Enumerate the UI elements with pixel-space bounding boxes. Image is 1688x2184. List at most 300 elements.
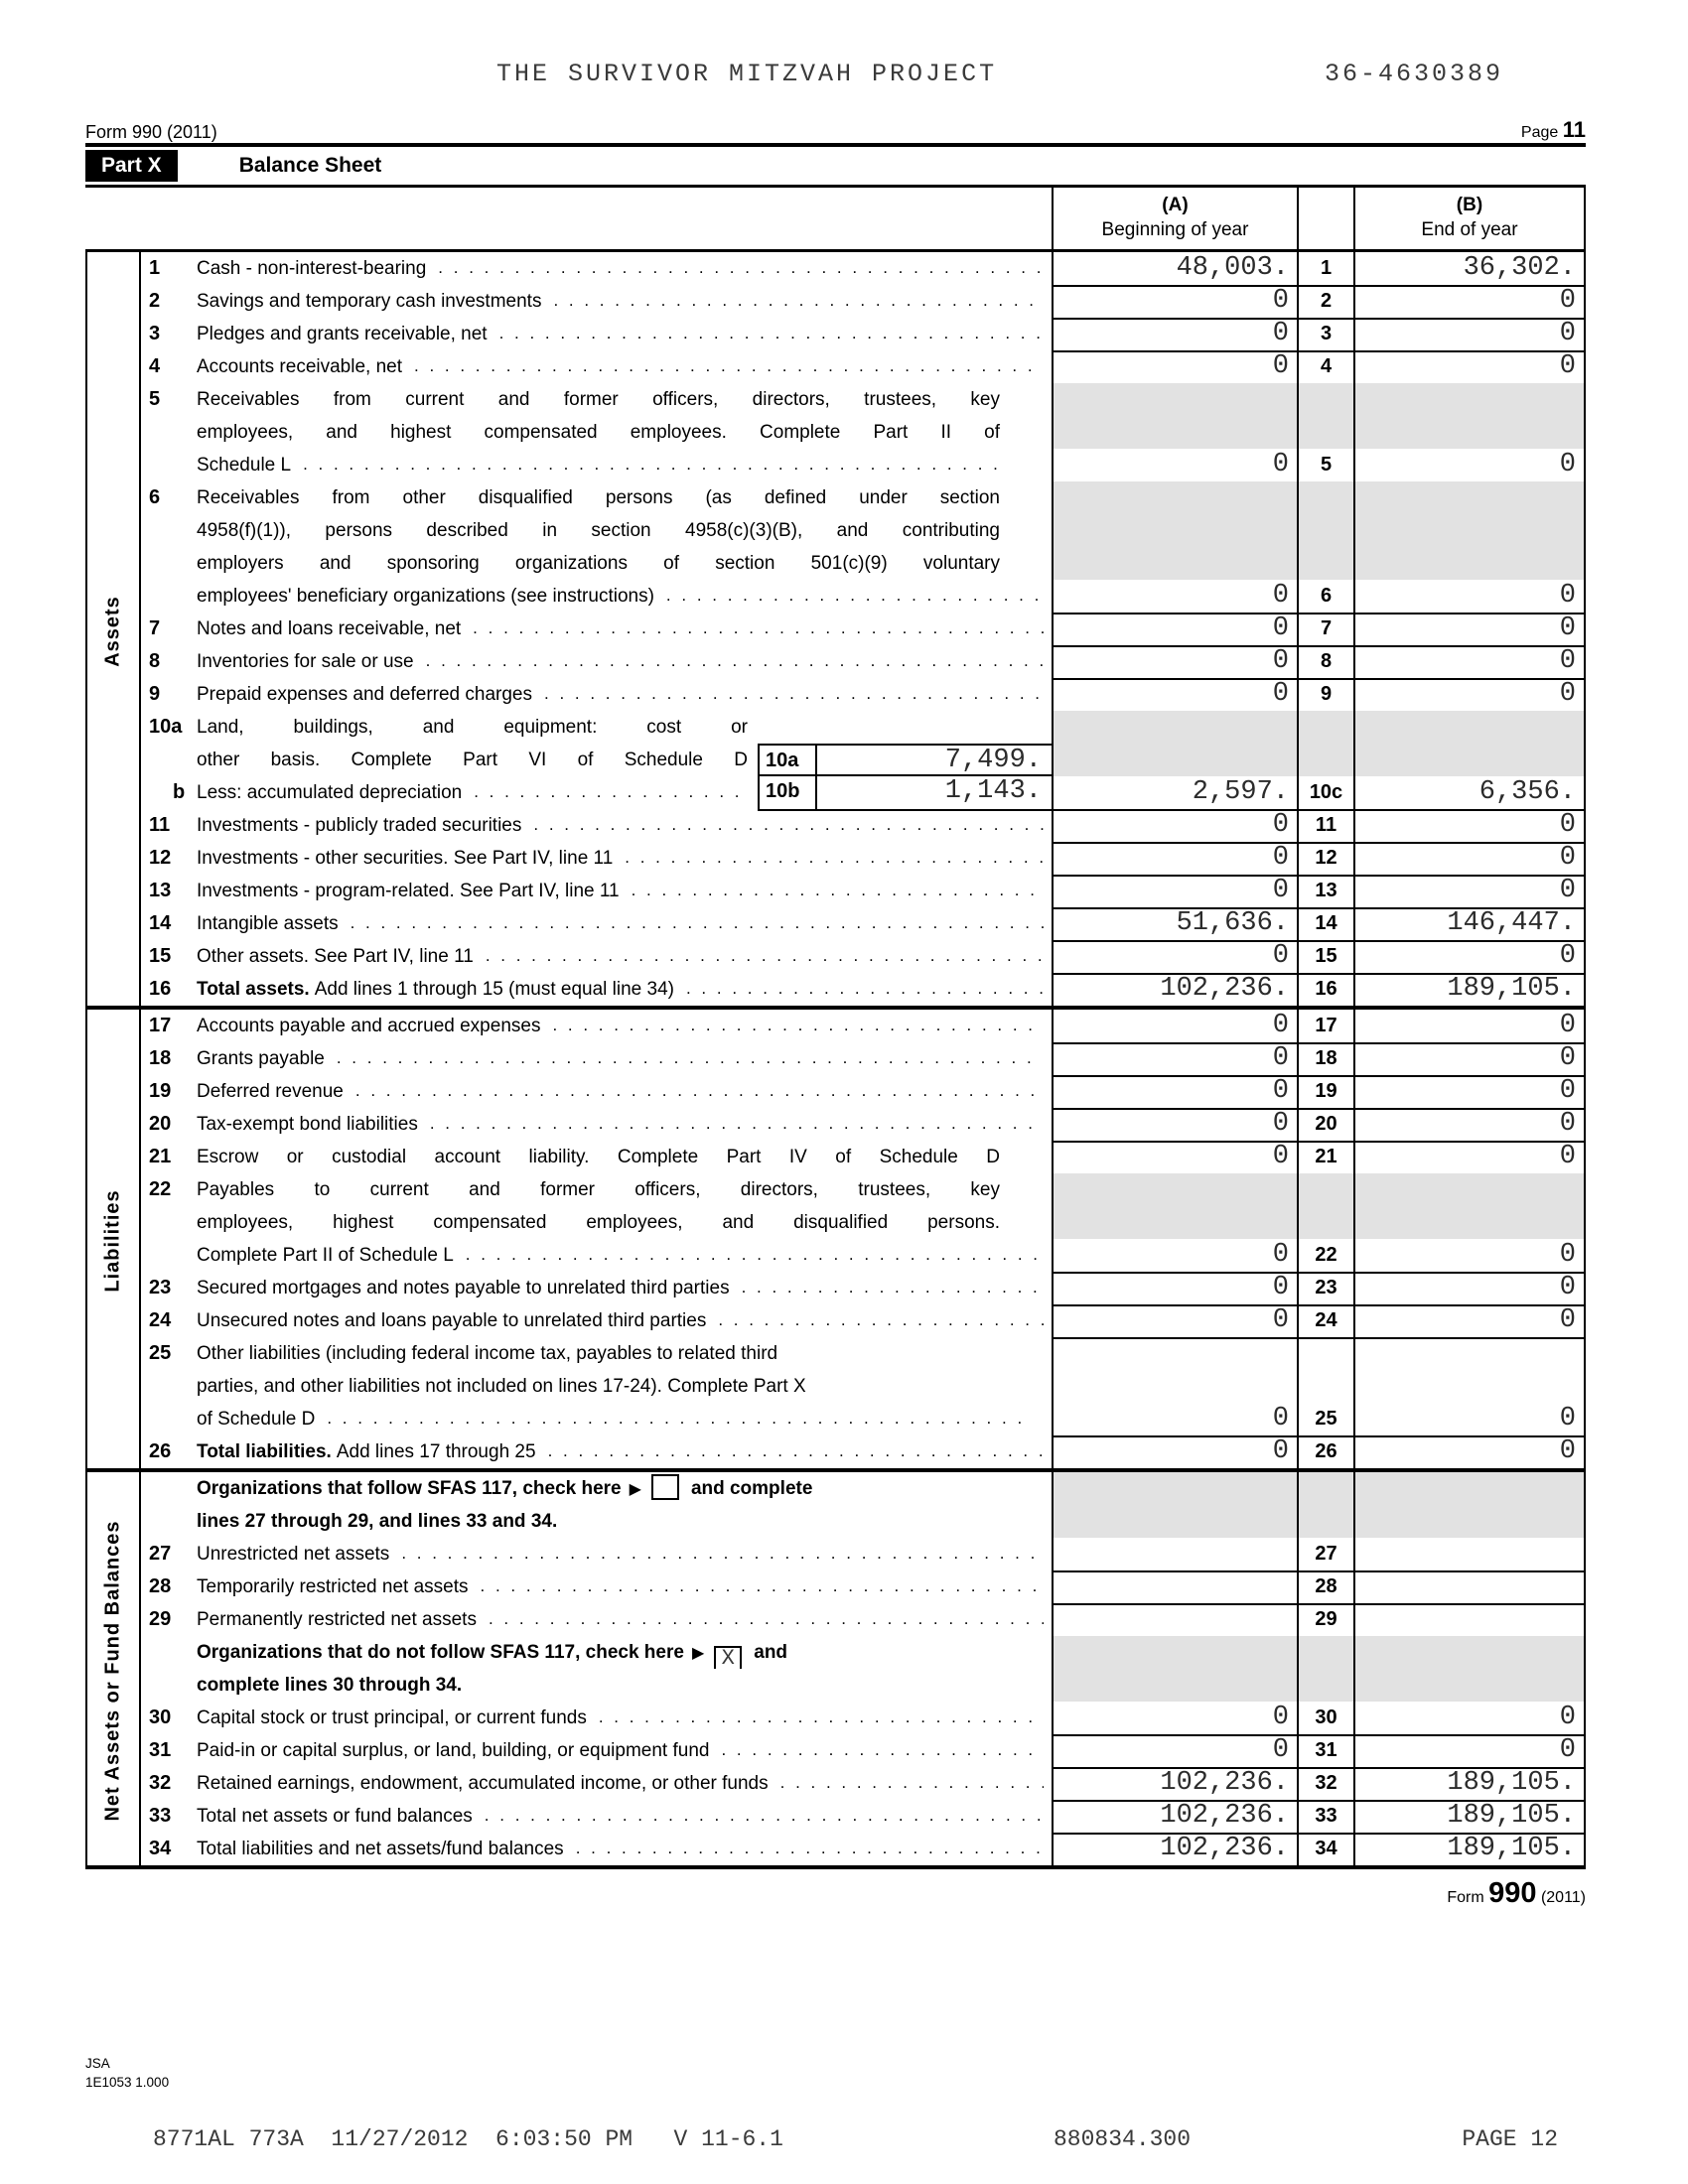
line-description bbox=[189, 1075, 1052, 1110]
value-beginning-of-year: 48,003. bbox=[1052, 252, 1297, 287]
line-text: Investments - publicly traded securities bbox=[197, 815, 522, 836]
line-text: employees' beneficiary organizations (see instructions) bbox=[197, 586, 654, 607]
line-description bbox=[189, 1304, 1052, 1339]
line-description bbox=[189, 1538, 1052, 1572]
dot-leader bbox=[486, 946, 1044, 975]
line-number bbox=[141, 1206, 189, 1239]
section-sidebar-strip bbox=[85, 481, 141, 514]
section-sidebar-strip bbox=[85, 318, 141, 352]
line-number: 20 bbox=[149, 1113, 172, 1135]
line-ref-number bbox=[1297, 1472, 1355, 1505]
footer-form-word: Form bbox=[1447, 1889, 1484, 1906]
dot-leader bbox=[686, 979, 1044, 1006]
line-ref-number bbox=[1297, 481, 1355, 514]
checkbox-instruction-pre: Organizations that do not follow SFAS 117, check here bbox=[197, 1642, 684, 1663]
line-text: Total net assets or fund balances bbox=[197, 1806, 473, 1827]
line-description bbox=[189, 383, 1052, 416]
line-number: 29 bbox=[149, 1608, 172, 1630]
line-text: Payables to current and former officers, directors, trustees, key bbox=[197, 1179, 1000, 1200]
line-ref-number: 13 bbox=[1297, 875, 1355, 909]
form-footer-id bbox=[85, 1877, 1586, 1910]
line-ref-number: 18 bbox=[1297, 1042, 1355, 1077]
line-ref-number: 27 bbox=[1297, 1538, 1355, 1572]
line-number: 6 bbox=[149, 486, 161, 508]
line-description bbox=[189, 1370, 1052, 1403]
table-line-11 bbox=[85, 809, 1586, 842]
section-sidebar-strip bbox=[85, 1304, 141, 1339]
line-number: 3 bbox=[149, 323, 161, 344]
print-dln: 880834.300 bbox=[1054, 2125, 1192, 2152]
line-text: Receivables from current and former officers, directors, trustees, key bbox=[197, 389, 1000, 410]
table-line-22-2 bbox=[85, 1206, 1586, 1239]
line-number bbox=[141, 449, 189, 483]
line-number: 7 bbox=[149, 617, 161, 639]
line-number: b bbox=[173, 781, 186, 803]
value-end-of-year: 0 bbox=[1355, 350, 1586, 385]
value-beginning-of-year bbox=[1052, 1636, 1297, 1669]
part-label: Part X bbox=[85, 150, 178, 182]
line-ref-number: 9 bbox=[1297, 678, 1355, 713]
dot-leader bbox=[544, 684, 1044, 713]
value-beginning-of-year bbox=[1052, 1337, 1297, 1370]
line-description bbox=[189, 1108, 1052, 1143]
line-number bbox=[141, 547, 189, 580]
value-beginning-of-year: 0 bbox=[1052, 1141, 1297, 1175]
line-text: complete lines 30 through 34. bbox=[197, 1675, 463, 1696]
line-description bbox=[189, 1435, 1052, 1468]
sub-entry-label: 10b bbox=[758, 776, 817, 809]
table-line-14 bbox=[85, 907, 1586, 940]
value-end-of-year: 0 bbox=[1355, 1108, 1586, 1143]
line-description bbox=[189, 481, 1052, 514]
line-description bbox=[189, 809, 1052, 844]
section-sidebar-strip bbox=[85, 744, 141, 776]
line-number: 23 bbox=[149, 1277, 172, 1298]
table-line-27 bbox=[85, 1538, 1586, 1570]
line-ref-number bbox=[1297, 1173, 1355, 1206]
table-line-3 bbox=[85, 318, 1586, 350]
line-number: 17 bbox=[149, 1015, 172, 1036]
line-text: Temporarily restricted net assets bbox=[197, 1576, 469, 1597]
value-end-of-year: 0 bbox=[1355, 1435, 1586, 1468]
table-line-24 bbox=[85, 1304, 1586, 1337]
dot-leader bbox=[414, 356, 1044, 385]
dot-leader bbox=[466, 1245, 1044, 1274]
table-line-6-2 bbox=[85, 514, 1586, 547]
line-text bbox=[197, 1472, 812, 1505]
line-description bbox=[189, 318, 1052, 352]
line-description bbox=[189, 711, 1052, 744]
line-ref-number: 2 bbox=[1297, 285, 1355, 320]
line-text: Other liabilities (including federal income tax, payables to related third bbox=[197, 1343, 778, 1364]
line-ref-number bbox=[1297, 547, 1355, 580]
line-description bbox=[189, 744, 1052, 776]
line-number bbox=[141, 1370, 189, 1403]
table-line-21 bbox=[85, 1141, 1586, 1173]
line-text: Investments - other securities. See Part IV, line 11 bbox=[197, 848, 614, 869]
line-ref-number: 30 bbox=[1297, 1702, 1355, 1736]
value-beginning-of-year: 0 bbox=[1052, 1702, 1297, 1736]
line-text: Notes and loans receivable, net bbox=[197, 618, 462, 639]
line-text: Other assets. See Part IV, line 11 bbox=[197, 946, 474, 967]
line-text: Schedule L bbox=[197, 455, 292, 476]
line-number: 2 bbox=[149, 290, 161, 312]
line-ref-number bbox=[1297, 1636, 1355, 1669]
value-beginning-of-year: 0 bbox=[1052, 613, 1297, 647]
line-description bbox=[189, 1141, 1052, 1175]
value-beginning-of-year: 0 bbox=[1052, 809, 1297, 844]
line-number: 19 bbox=[149, 1080, 172, 1102]
line-description bbox=[189, 1669, 1052, 1702]
dot-leader bbox=[548, 1441, 1044, 1468]
dot-leader bbox=[625, 848, 1044, 877]
dot-leader bbox=[552, 1016, 1044, 1044]
value-beginning-of-year: 0 bbox=[1052, 1435, 1297, 1468]
line-text: Total liabilities. Add lines 17 through 25 bbox=[197, 1441, 536, 1462]
line-number: 12 bbox=[149, 847, 172, 869]
line-ref-number: 5 bbox=[1297, 449, 1355, 483]
table-line-13 bbox=[85, 875, 1586, 907]
organization-ein: 36-4630389 bbox=[1325, 60, 1504, 88]
value-beginning-of-year: 0 bbox=[1052, 940, 1297, 975]
dot-leader bbox=[327, 1409, 1044, 1437]
line-text: Inventories for sale or use bbox=[197, 651, 414, 672]
dot-leader bbox=[303, 455, 1044, 483]
value-end-of-year bbox=[1355, 1603, 1586, 1638]
value-beginning-of-year bbox=[1052, 1472, 1297, 1505]
value-end-of-year bbox=[1355, 711, 1586, 744]
line-number bbox=[141, 1636, 189, 1669]
line-number bbox=[141, 514, 189, 547]
sub-entry-value: 1,143. bbox=[944, 776, 1042, 806]
table-line-17 bbox=[85, 1010, 1586, 1042]
value-beginning-of-year: 0 bbox=[1052, 1108, 1297, 1143]
line-description bbox=[189, 1505, 1052, 1538]
section-sidebar-strip bbox=[85, 1075, 141, 1110]
dot-leader bbox=[485, 1806, 1044, 1835]
value-end-of-year: 0 bbox=[1355, 940, 1586, 975]
column-a-header bbox=[1052, 188, 1297, 249]
table-line-5-1 bbox=[85, 383, 1586, 416]
line-description bbox=[189, 678, 1052, 713]
line-ref-number: 25 bbox=[1297, 1403, 1355, 1437]
organization-name: THE SURVIVOR MITZVAH PROJECT bbox=[496, 60, 998, 88]
table-line-9 bbox=[85, 678, 1586, 711]
dot-leader bbox=[430, 1114, 1044, 1143]
print-control-line bbox=[85, 2126, 1586, 2158]
line-text: Land, buildings, and equipment: cost or bbox=[197, 717, 748, 738]
dot-leader bbox=[666, 586, 1044, 614]
footer-form-number: 990 bbox=[1488, 1877, 1537, 1909]
section-label-liabilities: Liabilities bbox=[101, 1189, 124, 1293]
sub-entry-label: 10a bbox=[758, 746, 817, 774]
table-line-22-1 bbox=[85, 1173, 1586, 1206]
line-ref-number: 11 bbox=[1297, 809, 1355, 844]
line-description bbox=[189, 252, 1052, 287]
line-ref-number: 31 bbox=[1297, 1734, 1355, 1769]
value-end-of-year bbox=[1355, 514, 1586, 547]
line-number: 26 bbox=[149, 1440, 172, 1462]
line-description bbox=[189, 940, 1052, 975]
dot-leader bbox=[576, 1839, 1044, 1865]
section-sidebar-strip bbox=[85, 383, 141, 416]
line-description bbox=[189, 1010, 1052, 1044]
value-end-of-year: 0 bbox=[1355, 1141, 1586, 1175]
line-number: 31 bbox=[149, 1739, 172, 1761]
section-sidebar-strip bbox=[85, 1108, 141, 1143]
line-ref-number: 20 bbox=[1297, 1108, 1355, 1143]
line-text: Deferred revenue bbox=[197, 1081, 344, 1102]
value-end-of-year: 189,105. bbox=[1355, 1767, 1586, 1802]
value-end-of-year: 6,356. bbox=[1355, 776, 1586, 811]
value-beginning-of-year bbox=[1052, 744, 1297, 776]
line-ref-number: 19 bbox=[1297, 1075, 1355, 1110]
value-end-of-year: 0 bbox=[1355, 613, 1586, 647]
value-end-of-year: 0 bbox=[1355, 1239, 1586, 1274]
line-number: 16 bbox=[149, 978, 172, 1000]
table-line-15 bbox=[85, 940, 1586, 973]
value-beginning-of-year bbox=[1052, 481, 1297, 514]
line-ref-number: 15 bbox=[1297, 940, 1355, 975]
table-line-12 bbox=[85, 842, 1586, 875]
value-beginning-of-year: 102,236. bbox=[1052, 1800, 1297, 1835]
line-text: Less: accumulated depreciation bbox=[197, 782, 463, 803]
page-number: 11 bbox=[1562, 117, 1586, 142]
line-ref-number: 28 bbox=[1297, 1570, 1355, 1605]
section-sidebar-strip bbox=[85, 1403, 141, 1437]
line-number: 15 bbox=[149, 945, 172, 967]
table-line-5-2 bbox=[85, 416, 1586, 449]
line-description bbox=[189, 1636, 1052, 1669]
value-beginning-of-year: 0 bbox=[1052, 1075, 1297, 1110]
dot-leader bbox=[355, 1081, 1044, 1110]
line-number bbox=[141, 1505, 189, 1538]
value-end-of-year bbox=[1355, 1370, 1586, 1403]
line-ref-number: 6 bbox=[1297, 580, 1355, 614]
table-line-10a-2 bbox=[85, 744, 1586, 776]
value-beginning-of-year bbox=[1052, 1603, 1297, 1638]
section-sidebar-strip bbox=[85, 973, 141, 1006]
section-sidebar-strip bbox=[85, 940, 141, 975]
section-sidebar-strip bbox=[85, 678, 141, 713]
line-text: Grants payable bbox=[197, 1048, 325, 1069]
table-line-7 bbox=[85, 613, 1586, 645]
line-text: Permanently restricted net assets bbox=[197, 1609, 477, 1630]
line-description bbox=[189, 1702, 1052, 1736]
value-beginning-of-year bbox=[1052, 711, 1297, 744]
line-ref-number: 33 bbox=[1297, 1800, 1355, 1835]
table-line-18 bbox=[85, 1042, 1586, 1075]
print-run-info: 8771AL 773A 11/27/2012 6:03:50 PM V 11-6.1 bbox=[153, 2125, 783, 2152]
line-number: 28 bbox=[149, 1575, 172, 1597]
line-ref-number: 23 bbox=[1297, 1272, 1355, 1306]
value-beginning-of-year bbox=[1052, 1206, 1297, 1239]
line-description bbox=[189, 580, 1052, 614]
table-line-31 bbox=[85, 1734, 1586, 1767]
line-description bbox=[189, 1800, 1052, 1835]
dot-leader bbox=[780, 1773, 1044, 1802]
table-line-6-1 bbox=[85, 481, 1586, 514]
pointer-arrow-icon: ▶ bbox=[629, 1481, 641, 1498]
line-ref-number: 29 bbox=[1297, 1603, 1355, 1638]
line-description bbox=[189, 1206, 1052, 1239]
line-ref-number: 10c bbox=[1297, 776, 1355, 811]
line-ref-number: 4 bbox=[1297, 350, 1355, 385]
value-beginning-of-year: 0 bbox=[1052, 875, 1297, 909]
line-ref-number: 24 bbox=[1297, 1304, 1355, 1339]
section-sidebar-strip bbox=[85, 1370, 141, 1403]
section-label-assets: Assets bbox=[101, 595, 124, 667]
line-description bbox=[189, 875, 1052, 909]
line-number: 9 bbox=[149, 683, 161, 705]
dot-leader bbox=[426, 651, 1044, 680]
section-sidebar-strip bbox=[85, 1337, 141, 1370]
table-line-sfas-follow-1 bbox=[85, 1472, 1586, 1505]
dot-leader bbox=[742, 1278, 1044, 1306]
value-beginning-of-year bbox=[1052, 1669, 1297, 1702]
value-end-of-year bbox=[1355, 744, 1586, 776]
line-number: 11 bbox=[149, 814, 171, 836]
line-description bbox=[189, 514, 1052, 547]
dot-leader bbox=[499, 324, 1044, 352]
value-beginning-of-year bbox=[1052, 1505, 1297, 1538]
part-header-bar bbox=[85, 143, 1586, 188]
line-text: Total assets. Add lines 1 through 15 (must equal line 34) bbox=[197, 979, 674, 1000]
dot-leader bbox=[351, 913, 1044, 942]
line-number: 33 bbox=[149, 1805, 172, 1827]
line-ref-number bbox=[1297, 383, 1355, 416]
value-beginning-of-year bbox=[1052, 1570, 1297, 1605]
value-beginning-of-year: 0 bbox=[1052, 645, 1297, 680]
sub-entry-box-10b bbox=[758, 776, 1052, 811]
line-ref-number: 22 bbox=[1297, 1239, 1355, 1274]
line-text: Prepaid expenses and deferred charges bbox=[197, 684, 533, 705]
table-line-29 bbox=[85, 1603, 1586, 1636]
table-line-20 bbox=[85, 1108, 1586, 1141]
line-ref-number: 8 bbox=[1297, 645, 1355, 680]
line-description bbox=[189, 1239, 1052, 1274]
checkbox-empty bbox=[651, 1474, 679, 1500]
line-text: Paid-in or capital surplus, or land, building, or equipment fund bbox=[197, 1740, 710, 1761]
table-line-26 bbox=[85, 1435, 1586, 1472]
checkbox-instruction-post: and complete bbox=[690, 1478, 813, 1499]
value-beginning-of-year: 0 bbox=[1052, 449, 1297, 483]
line-number bbox=[141, 416, 189, 449]
line-number: 18 bbox=[149, 1047, 172, 1069]
line-text: 4958(f)(1)), persons described in section 4958(c)(3)(B), and contributing bbox=[197, 520, 1000, 541]
line-description bbox=[189, 973, 1052, 1006]
page-top-header bbox=[85, 60, 1586, 109]
line-description bbox=[189, 1042, 1052, 1077]
line-ref-number bbox=[1297, 416, 1355, 449]
line-number: 10a bbox=[149, 716, 183, 738]
value-beginning-of-year: 0 bbox=[1052, 1010, 1297, 1044]
line-number bbox=[141, 744, 189, 776]
line-number: 27 bbox=[149, 1543, 172, 1565]
value-beginning-of-year bbox=[1052, 1173, 1297, 1206]
value-beginning-of-year: 0 bbox=[1052, 1042, 1297, 1077]
table-line-1 bbox=[85, 252, 1586, 285]
value-beginning-of-year: 0 bbox=[1052, 1304, 1297, 1339]
value-end-of-year: 0 bbox=[1355, 1403, 1586, 1437]
jsa-code: 1E1053 1.000 bbox=[85, 2074, 170, 2090]
line-description bbox=[189, 1603, 1052, 1638]
line-description bbox=[189, 285, 1052, 320]
section-sidebar-strip bbox=[85, 350, 141, 385]
section-sidebar-strip bbox=[85, 1833, 141, 1865]
value-end-of-year: 0 bbox=[1355, 318, 1586, 352]
table-line-28 bbox=[85, 1570, 1586, 1603]
column-a-label: Beginning of year bbox=[1101, 219, 1249, 240]
column-header-row bbox=[85, 188, 1586, 252]
sub-entry-box-10a bbox=[758, 744, 1052, 776]
dot-leader bbox=[481, 1576, 1045, 1605]
section-sidebar-strip bbox=[85, 285, 141, 320]
table-line-2 bbox=[85, 285, 1586, 318]
line-ref-number bbox=[1297, 711, 1355, 744]
checkbox-instruction-pre: Organizations that follow SFAS 117, check here bbox=[197, 1478, 622, 1499]
section-sidebar-strip bbox=[85, 1435, 141, 1468]
line-number: 22 bbox=[149, 1178, 172, 1200]
value-end-of-year: 0 bbox=[1355, 645, 1586, 680]
value-end-of-year: 0 bbox=[1355, 678, 1586, 713]
line-ref-number bbox=[1297, 1505, 1355, 1538]
value-end-of-year: 0 bbox=[1355, 1734, 1586, 1769]
line-number: 5 bbox=[149, 388, 161, 410]
table-line-sfas-notfollow-1 bbox=[85, 1636, 1586, 1669]
value-end-of-year bbox=[1355, 1636, 1586, 1669]
pointer-arrow-icon: ▶ bbox=[691, 1645, 705, 1662]
value-end-of-year bbox=[1355, 383, 1586, 416]
line-text-bold-prefix: Total assets. bbox=[197, 979, 310, 1000]
dot-leader bbox=[438, 258, 1044, 287]
dot-leader bbox=[721, 1740, 1044, 1769]
line-number: 25 bbox=[149, 1342, 172, 1364]
line-description bbox=[189, 1833, 1052, 1865]
value-beginning-of-year bbox=[1052, 383, 1297, 416]
value-end-of-year bbox=[1355, 1570, 1586, 1605]
table-line-10a-1 bbox=[85, 711, 1586, 744]
line-description bbox=[189, 449, 1052, 483]
value-end-of-year: 0 bbox=[1355, 1272, 1586, 1306]
table-line-25-3 bbox=[85, 1403, 1586, 1435]
value-end-of-year: 0 bbox=[1355, 449, 1586, 483]
line-number bbox=[141, 1239, 189, 1274]
section-sidebar-strip bbox=[85, 1010, 141, 1044]
value-end-of-year: 0 bbox=[1355, 580, 1586, 614]
table-line-16 bbox=[85, 973, 1586, 1010]
dot-leader bbox=[533, 815, 1044, 844]
line-text: Accounts receivable, net bbox=[197, 356, 403, 377]
value-beginning-of-year: 102,236. bbox=[1052, 973, 1297, 1006]
dot-leader bbox=[632, 881, 1044, 909]
value-end-of-year: 146,447. bbox=[1355, 907, 1586, 942]
table-line-33 bbox=[85, 1800, 1586, 1833]
value-end-of-year bbox=[1355, 1505, 1586, 1538]
table-line-sfas-follow-2 bbox=[85, 1505, 1586, 1538]
value-beginning-of-year: 0 bbox=[1052, 842, 1297, 877]
value-beginning-of-year bbox=[1052, 416, 1297, 449]
value-end-of-year: 0 bbox=[1355, 875, 1586, 909]
line-ref-column-header bbox=[1297, 188, 1355, 249]
line-text: Cash - non-interest-bearing bbox=[197, 258, 427, 279]
section-sidebar-strip bbox=[85, 907, 141, 942]
line-description bbox=[189, 1570, 1052, 1605]
value-end-of-year: 189,105. bbox=[1355, 973, 1586, 1006]
line-number bbox=[141, 1403, 189, 1437]
line-ref-number: 26 bbox=[1297, 1435, 1355, 1468]
value-beginning-of-year bbox=[1052, 1538, 1297, 1572]
